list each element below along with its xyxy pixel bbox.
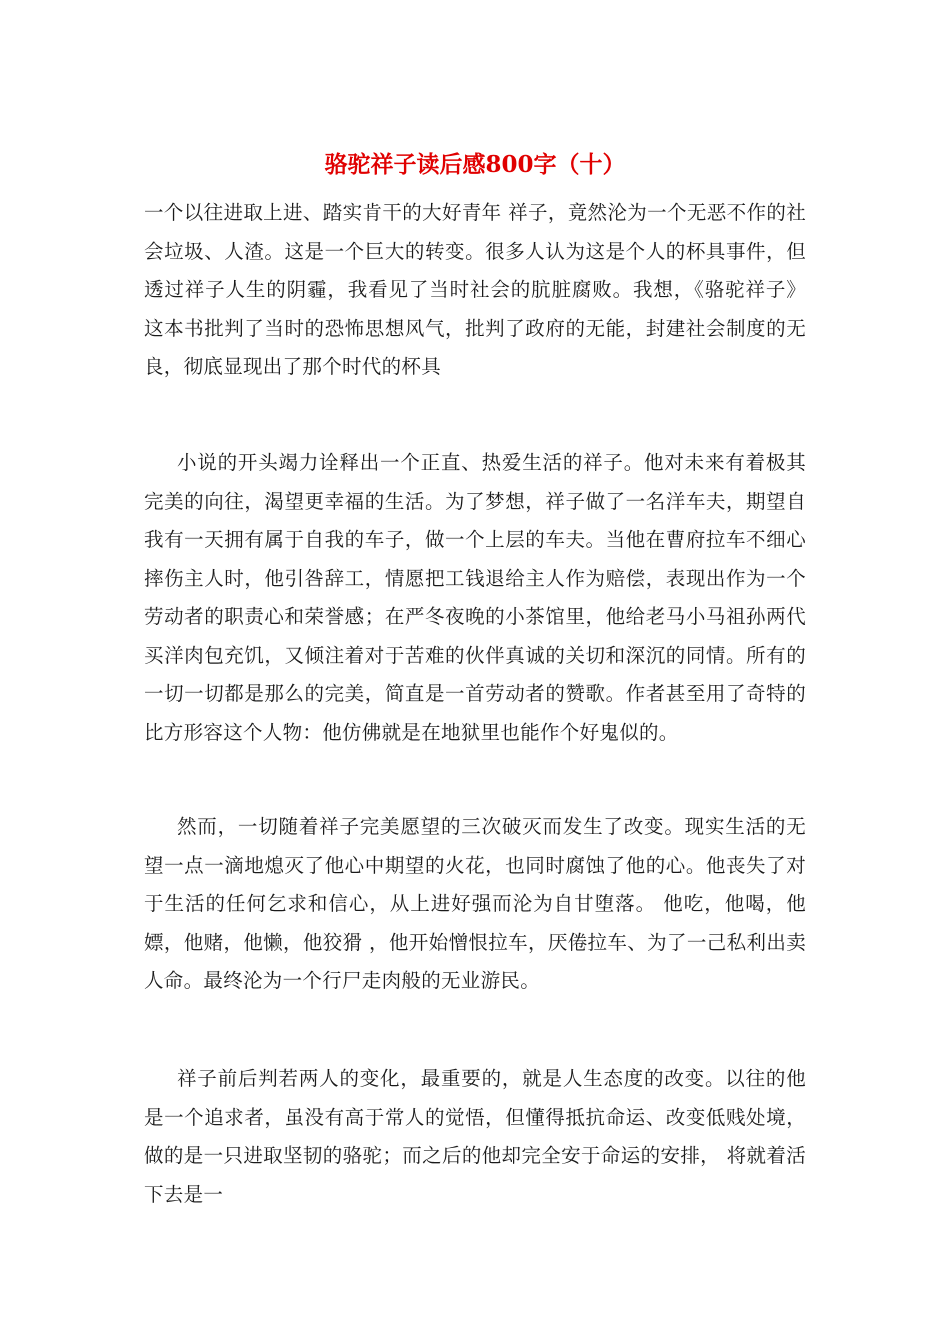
paragraph-1: 一个以往进取上进、踏实肯干的大好青年 祥子，竟然沦为一个无恶不作的社会垃圾、人渣。这是一个巨大的转变。很多人认为这是个人的杯具事件，但透过祥子人生的阴霾，我看见了当时社会的肮脏腐败。我想，《骆驼祥子》这本书批判了当时的恐怖思想风气，批判了政府的无能，封建社会制度的无良，彻底显现出了那个时代的杯具 bbox=[144, 201, 806, 378]
paragraph-4: 祥子前后判若两人的变化，最重要的，就是人生态度的改变。以往的他是一个追求者，虽没有高于常人的觉悟，但懂得抵抗命运、改变低贱处境，做的是一只进取坚韧的骆驼；而之后的他却完全安于命运的安排， 将就着活下去是一 bbox=[144, 1067, 806, 1206]
paragraph-2: 小说的开头竭力诠释出一个正直、热爱生活的祥子。他对未来有着极其完美的向往，渴望更幸福的生活。为了梦想，祥子做了一名洋车夫，期望自我有一天拥有属于自我的车子，做一个上层的车夫。当他在曹府拉车不细心摔伤主人时，他引咎辞工，情愿把工钱退给主人作为赔偿，表现出作为一个劳动者的职责心和荣誉感；在严冬夜晚的小茶馆里，他给老马小马祖孙两代买洋肉包充饥，又倾注着对于苦难的伙伴真诚的关切和深沉的同情。所有的一切一切都是那么的完美，简直是一首劳动者的赞歌。作者甚至用了奇特的比方形容这个人物：他仿佛就是在地狱里也能作个好鬼似的。 bbox=[144, 451, 806, 744]
paragraph-3: 然而，一切随着祥子完美愿望的三次破灭而发生了改变。现实生活的无望一点一滴地熄灭了他心中期望的火花，也同时腐蚀了他的心。他丧失了对于生活的任何乞求和信心，从上进好强而沦为自甘堕落。 他吃，他喝，他嫖，他赌，他懒，他狡猾 ，他开始憎恨拉车，厌倦拉车、为了一己私利出卖人命。最终沦为一个行尸走肉般的无业游民。 bbox=[144, 815, 806, 992]
document-title: 骆驼祥子读后感800字（十） bbox=[324, 151, 626, 178]
